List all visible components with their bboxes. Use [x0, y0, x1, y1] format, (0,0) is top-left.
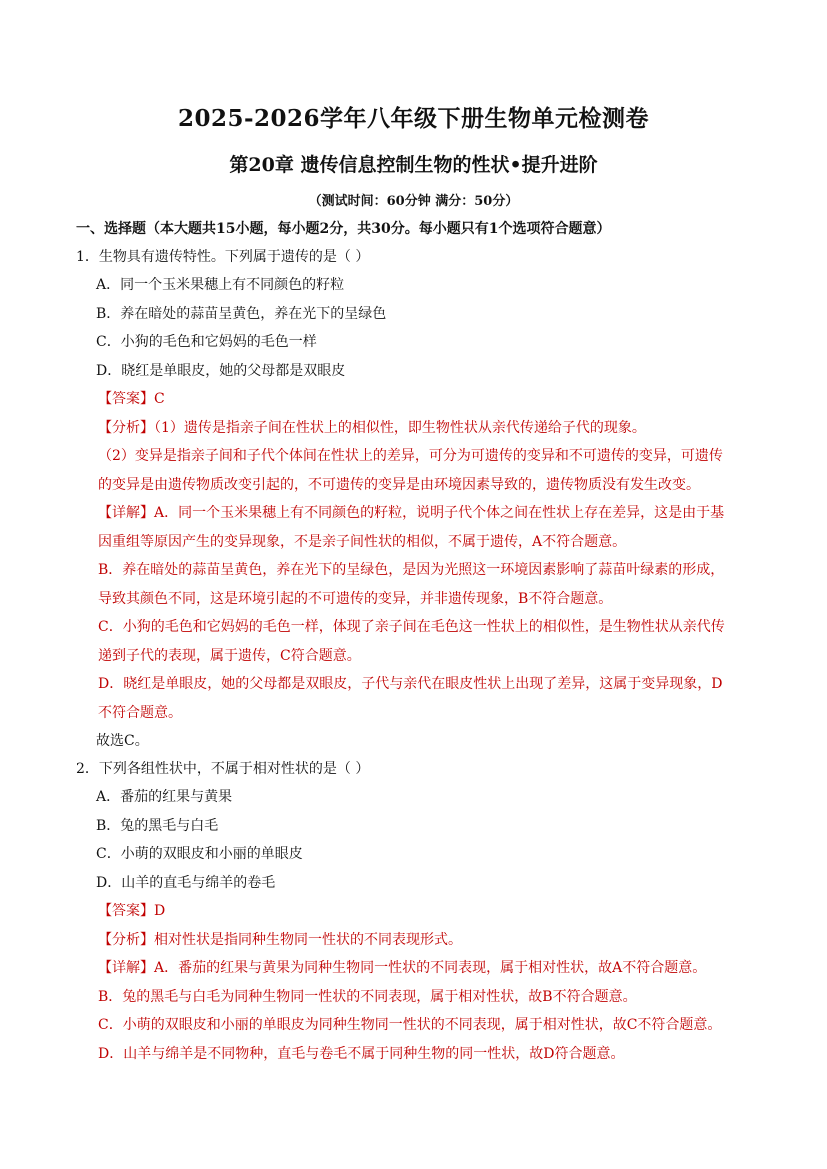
option-a: A．番茄的红果与黄果: [96, 789, 233, 805]
detail-line: 递到子代的表现，属于遗传，C符合题意。: [98, 648, 361, 664]
detail-line: 【详解】A．同一个玉米果穗上有不同颜色的籽粒，说明子代个体之间在性状上存在差异，这是由于基: [98, 505, 725, 521]
option-b: B．养在暗处的蒜苗呈黄色，养在光下的呈绿色: [96, 306, 387, 322]
detail-line: 导致其颜色不同，这是环境引起的不可遗传的变异，并非遗传现象，B不符合题意。: [98, 591, 613, 607]
page-title: 2025-2026学年八年级下册生物单元检测卷: [177, 105, 650, 132]
analysis-line: 的变异是由遗传物质改变引起的，不可遗传的变异是由环境因素导致的，遗传物质没有发生改变。: [98, 477, 700, 493]
detail-line: 【详解】A．番茄的红果与黄果为同种生物同一性状的不同表现，属于相对性状，故A不符合题意。: [98, 960, 707, 976]
detail-line: D．晓红是单眼皮，她的父母都是双眼皮，子代与亲代在眼皮性状上出现了差异，这属于变异现象，D: [98, 676, 723, 692]
answer: 【答案】C: [98, 391, 165, 407]
detail-line: B．养在暗处的蒜苗呈黄色，养在光下的呈绿色，是因为光照这一环境因素影响了蒜苗叶绿素的形成，: [98, 562, 725, 578]
question-stem: 2．下列各组性状中，不属于相对性状的是（ ）: [76, 761, 370, 777]
detail-line: B．兔的黑毛与白毛为同种生物同一性状的不同表现，属于相对性状，故B不符合题意。: [98, 989, 637, 1005]
option-b: B．兔的黑毛与白毛: [96, 818, 219, 834]
detail-line: C．小萌的双眼皮和小丽的单眼皮为同种生物同一性状的不同表现，属于相对性状，故C不符合题意。: [98, 1017, 722, 1033]
detail-line: D．山羊与绵羊是不同物种，直毛与卷毛不属于同种生物的同一性状，故D符合题意。: [98, 1046, 625, 1062]
option-c: C．小狗的毛色和它妈妈的毛色一样: [96, 334, 317, 350]
option-a: A．同一个玉米果穗上有不同颜色的籽粒: [96, 277, 345, 293]
option-d: D．山羊的直毛与绵羊的卷毛: [96, 875, 276, 891]
analysis-line: 【分析】（1）遗传是指亲子间在性状上的相似性，即生物性状从亲代传递给子代的现象。: [98, 420, 646, 436]
analysis-line: （2）变异是指亲子间和子代个体间在性状上的差异，可分为可遗传的变异和不可遗传的变异，可遗传: [98, 448, 723, 464]
question-stem: 1．生物具有遗传特性。下列属于遗传的是（ ）: [76, 249, 370, 265]
section-heading: 一、选择题（本大题共15小题，每小题2分，共30分。每小题只有1个选项符合题意）: [76, 221, 611, 237]
answer: 【答案】D: [98, 903, 166, 919]
test-timing: （测试时间：60分钟 满分：50分）: [308, 194, 519, 209]
detail-line: 因重组等原因产生的变异现象，不是亲子间性状的相似，不属于遗传，A不符合题意。: [98, 534, 627, 550]
chapter-subtitle: 第20章 遗传信息控制生物的性状•提升进阶: [229, 154, 598, 176]
conclusion: 故选C。: [96, 733, 149, 749]
detail-line: C．小狗的毛色和它妈妈的毛色一样，体现了亲子间在毛色这一性状上的相似性，是生物性状从亲代传: [98, 619, 725, 635]
analysis-line: 【分析】相对性状是指同种生物同一性状的不同表现形式。: [98, 932, 462, 948]
option-c: C．小萌的双眼皮和小丽的单眼皮: [96, 846, 303, 862]
detail-line: 不符合题意。: [98, 705, 182, 721]
option-d: D．晓红是单眼皮，她的父母都是双眼皮: [96, 363, 346, 379]
